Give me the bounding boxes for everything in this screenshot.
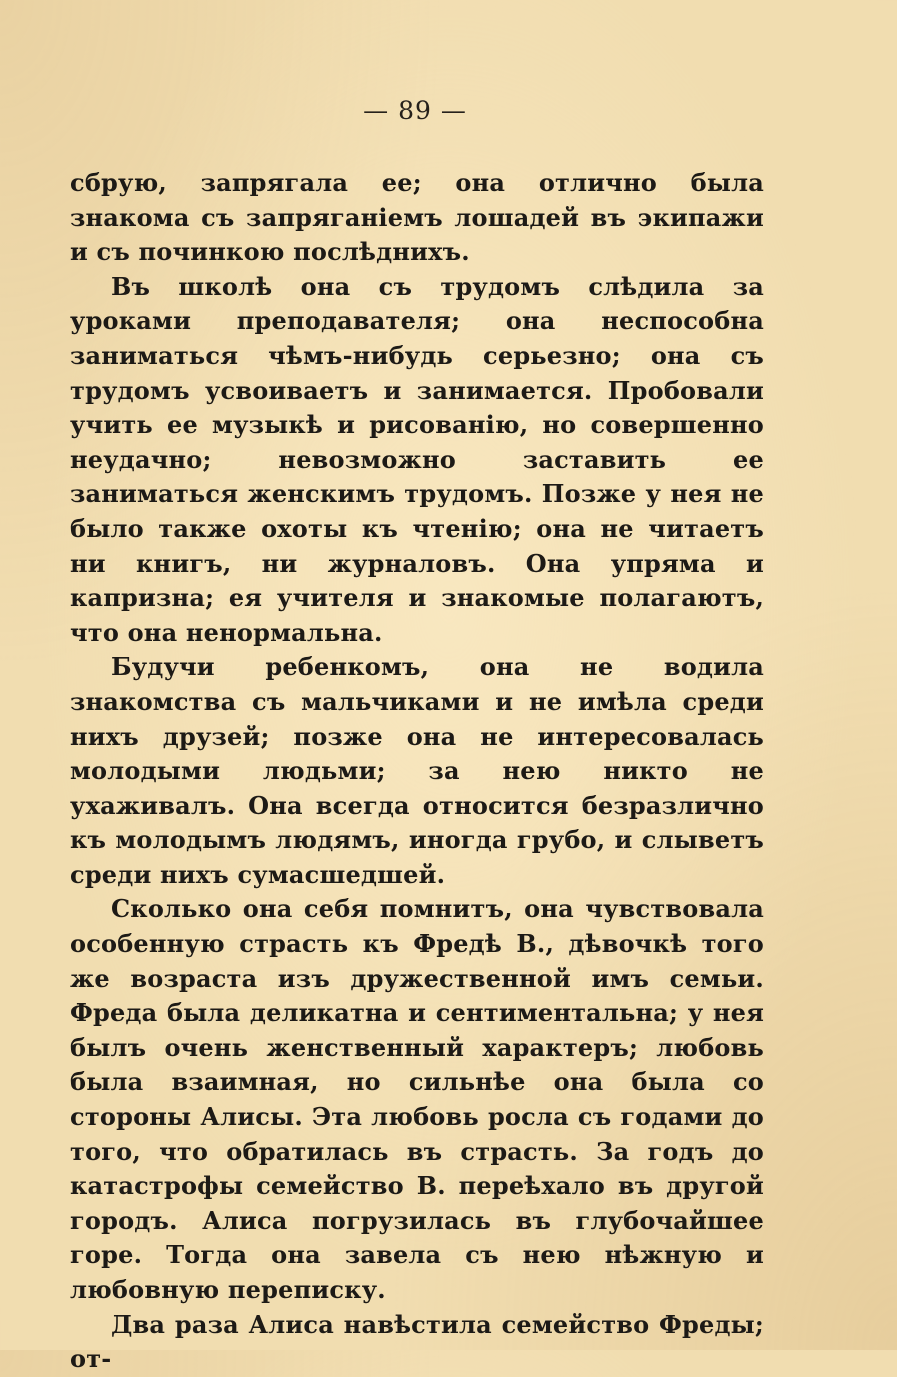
paragraph-freda: Сколько она себя помнитъ, она чувствовала особенную страсть къ Фредѣ В., дѣвочкѣ того же возраста изъ дружественной имъ семьи. Фреда была деликатна и сентиментальна; у нея былъ очень женственный характеръ; любовь была взаимная, но сильнѣе она была со стороны Алисы. Эта любовь росла съ годами до того, что обратилась въ страсть. За годъ до катастрофы семейство В. переѣхало въ другой городъ. Алиса погрузилась въ глубочайшее горе. Тогда она завела съ нею нѣжную и любовную переписку.	[70, 894, 764, 1304]
page-number: — 89 —	[363, 96, 467, 125]
paragraph-visits: Два раза Алиса навѣстила семейство Фреды; от-	[70, 1309, 764, 1374]
page-body	[70, 166, 764, 1377]
paragraph-school: Въ школѣ она съ трудомъ слѣдила за уроками преподавателя; она неспособна заниматься чѣмъ-нибудь серьезно; она съ трудомъ усвоиваетъ и занимается. Пробовали учить ее музыкѣ и рисованію, но совершенно неудачно; невозможно заставить ее заниматься женскимъ трудомъ. Позже у нея не было также охоты къ чтенію; она не читаетъ ни книгъ, ни журналовъ. Она упряма и капризна; ея учителя и знакомые полагаютъ, что она ненормальна.	[70, 271, 764, 647]
paragraph-continued: сбрую, запрягала ее; она отлично была знакома съ запряганіемъ лошадей въ экипажи и съ починкою послѣднихъ.	[70, 168, 764, 267]
paragraph-childhood: Будучи ребенкомъ, она не водила знакомства съ мальчиками и не имѣла среди нихъ друзей; позже она не интересовалась молодыми людьми; за нею никто не ухаживалъ. Она всегда относится безразлично къ молодымъ людямъ, иногда грубо, и слыветъ среди нихъ сумасшедшей.	[70, 652, 764, 889]
